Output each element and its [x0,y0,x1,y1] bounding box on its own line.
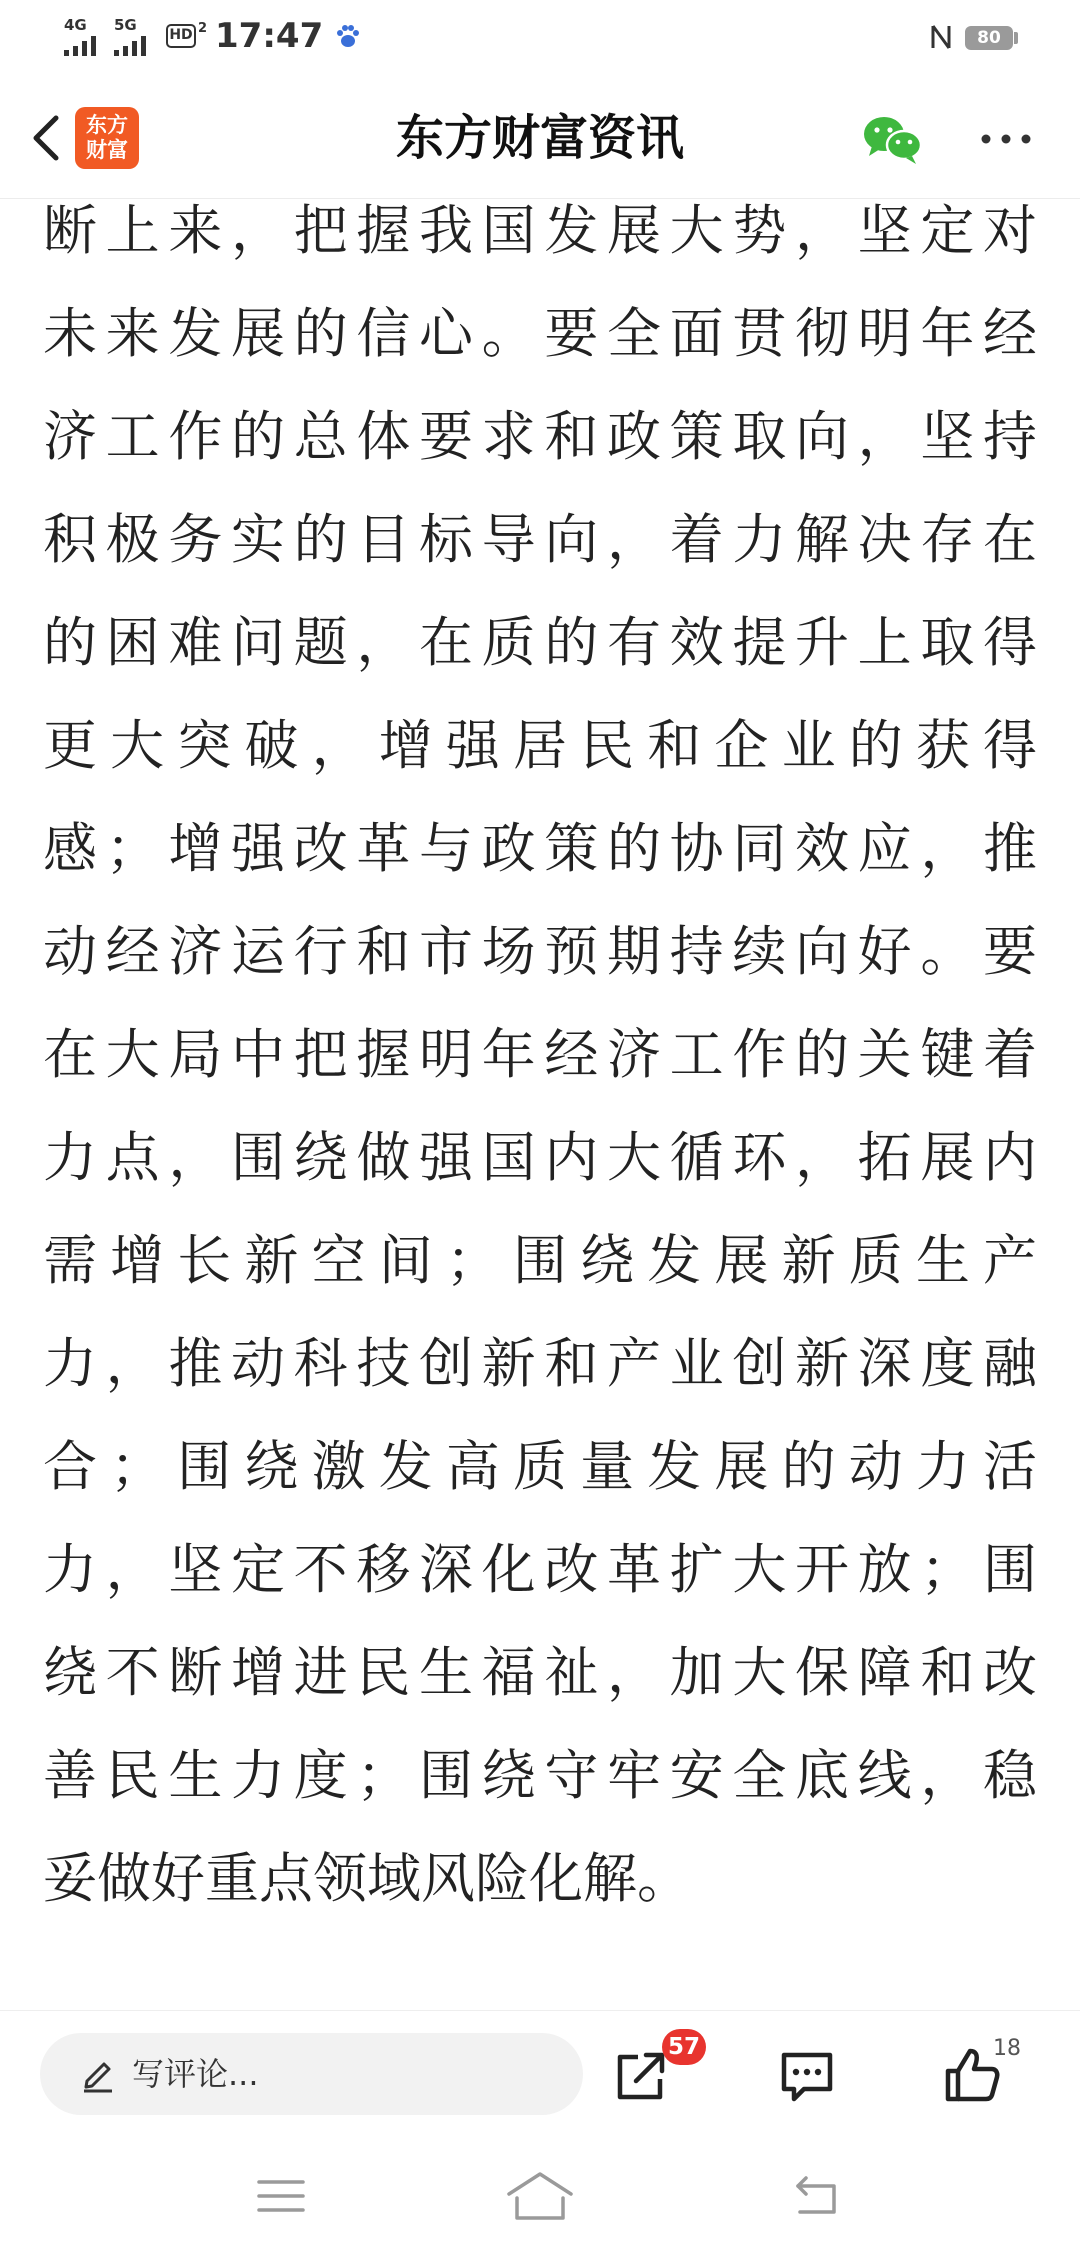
nav-back-button[interactable] [790,2170,842,2222]
signal-bars-icon [64,36,104,56]
share-button[interactable] [612,2047,670,2105]
battery-icon: 80 [965,26,1013,50]
article-line: 合；围绕激发高质量发展的动力活 [43,1435,1037,1498]
hd-icon: HD [166,24,196,48]
like-count: 18 [993,2036,1021,2061]
article-line: 力，坚定不移深化改革扩大开放；围 [43,1538,1037,1601]
more-dots-icon [976,124,1036,154]
article-line: 积极务实的目标导向，着力解决存在 [43,508,1037,571]
comment-input[interactable] [40,2033,583,2115]
home-icon [505,2168,575,2224]
signal-bars-icon [114,36,158,56]
paw-icon [334,22,362,50]
page-title: 东方财富资讯 [395,110,684,166]
article-line: 济工作的总体要求和政策取向，坚持 [43,405,1037,468]
article-line: 力点，围绕做强国内大循环，拓展内 [43,1126,1037,1189]
status-time: 17:47 [215,16,324,56]
system-nav-bar [0,2140,1080,2256]
app-logo [75,107,139,169]
comments-button[interactable] [778,2047,836,2105]
comment-bubble-icon [778,2047,836,2105]
nfc-icon [928,22,954,52]
article-line: 断上来，把握我国发展大势，坚定对 [43,199,1037,262]
back-icon [790,2170,842,2222]
network-label-1: 4G [64,16,87,34]
article-body [43,179,1037,1930]
article-line: 未来发展的信心。要全面贯彻明年经 [43,302,1037,365]
wechat-share-button[interactable] [860,112,926,166]
logo-text-line-2: 财富 [86,138,128,162]
share-icon [612,2047,670,2105]
article-line: 的困难问题，在质的有效提升上取得 [43,611,1037,674]
status-bar [0,0,1080,72]
share-count-badge: 57 [662,2029,706,2065]
signal-4g [64,18,110,58]
comment-placeholder: 写评论... [132,2055,259,2093]
chevron-left-icon [24,110,72,166]
article-line: 善民生力度；围绕守牢安全底线，稳 [43,1744,1037,1807]
article-line: 绕不断增进民生福祉，加大保障和改 [43,1641,1037,1704]
nav-menu-button[interactable] [255,2170,307,2222]
article-line: 更大突破，增强居民和企业的获得 [43,714,1037,777]
article-line: 感；增强改革与政策的协同效应，推 [43,817,1037,880]
article-line: 力，推动科技创新和产业创新深度融 [43,1332,1037,1395]
app-header [0,72,1080,199]
battery-tip [1014,32,1018,44]
more-button[interactable] [976,124,1036,154]
article-line: 在大局中把握明年经济工作的关键着 [43,1023,1037,1086]
article-line: 妥做好重点领域风险化解。 [43,1847,691,1910]
nav-home-button[interactable] [505,2168,575,2224]
pencil-icon [80,2055,116,2093]
logo-text-line-1: 东方 [86,113,128,137]
back-button[interactable] [24,110,72,166]
wechat-icon [860,112,926,166]
article-line: 需增长新空间；围绕发展新质生产 [43,1229,1037,1292]
bottom-action-bar [0,2010,1080,2141]
menu-icon [255,2170,307,2222]
network-label-2: 5G [114,16,137,34]
article-line: 动经济运行和市场预期持续向好。要 [43,920,1037,983]
signal-5g [114,18,160,58]
hd-sim-number: 2 [198,21,208,36]
